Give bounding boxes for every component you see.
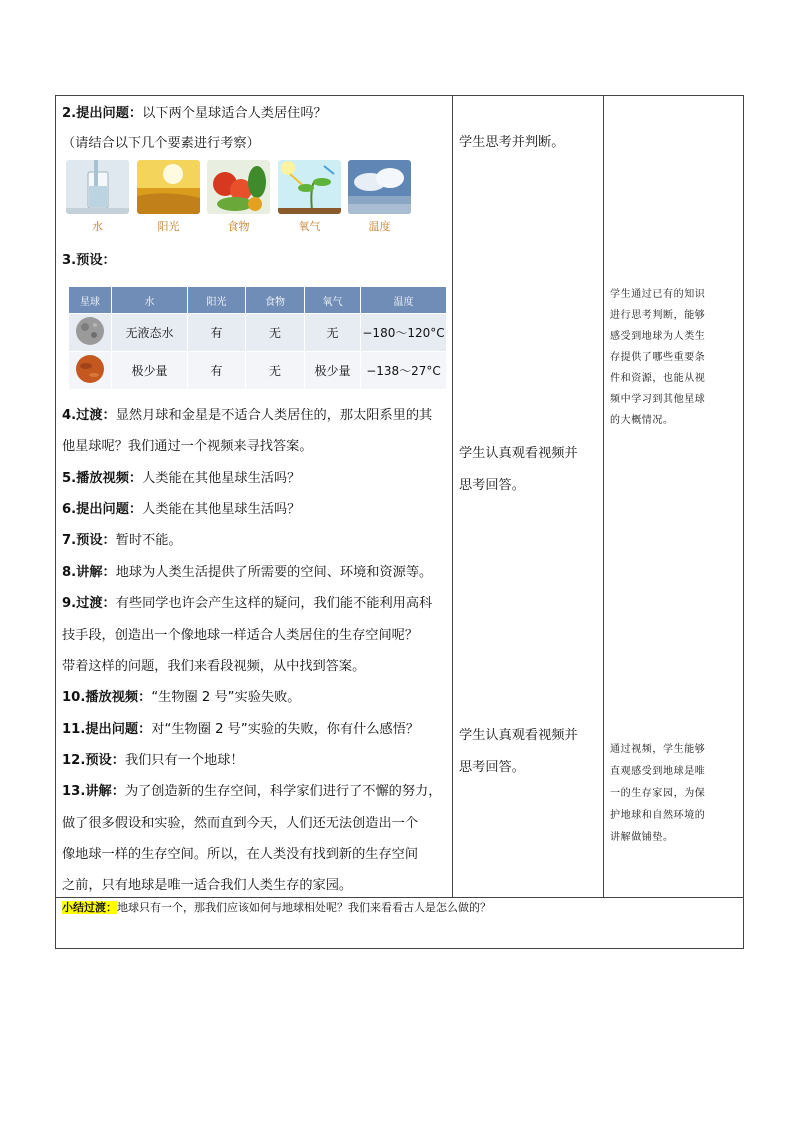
intent-line: 直观感受到地球是唯 bbox=[610, 766, 706, 777]
intent-line: 频中学习到其他星球 bbox=[610, 394, 706, 405]
column-divider-2 bbox=[603, 96, 604, 898]
student-activity-line: 学生认真观看视频并 bbox=[459, 728, 578, 743]
intent-line: 件和资源，也能从视 bbox=[610, 373, 706, 384]
table-cell: 极少量 bbox=[112, 352, 188, 390]
student-activity-3 bbox=[459, 720, 599, 784]
water-image bbox=[66, 160, 129, 214]
table-row bbox=[69, 352, 447, 390]
item-9-cont2: 带着这样的问题，我们来看段视频，从中找到答案。 bbox=[62, 659, 366, 674]
factor-label-sunlight: 阳光 bbox=[157, 220, 180, 233]
table-cell: 无 bbox=[246, 352, 305, 390]
factor-label-food: 食物 bbox=[227, 220, 250, 233]
table-cell: 无 bbox=[246, 314, 305, 352]
lesson-table bbox=[55, 95, 744, 949]
item-8: 8.讲解：地球为人类生活提供了所需要的空间、环境和资源等。 bbox=[62, 565, 433, 580]
header-planet: 星球 bbox=[69, 287, 112, 314]
factor-images bbox=[66, 160, 416, 238]
item-7: 7.预设：暂时不能。 bbox=[62, 533, 182, 548]
intent-line: 护地球和自然环境的 bbox=[610, 810, 706, 821]
food-image bbox=[207, 160, 270, 214]
header-food: 食物 bbox=[246, 287, 305, 314]
item-13-cont: 做了很多假设和实验，然而直到今天，人们还无法创造出一个 bbox=[62, 816, 419, 831]
table-cell: 极少量 bbox=[305, 352, 361, 390]
row-divider bbox=[56, 897, 743, 898]
item-9-cont: 技手段，创造出一个像地球一样适合人类居住的生存空间呢？ bbox=[62, 628, 419, 643]
design-intent-1 bbox=[610, 284, 738, 431]
item-6: 6.提出问题：人类能在其他星球生活吗？ bbox=[62, 502, 301, 517]
factor-label-temperature: 温度 bbox=[368, 220, 391, 233]
item-10: 10.播放视频：“生物圈 2 号”实验失败。 bbox=[62, 690, 301, 705]
table-cell: 有 bbox=[188, 314, 246, 352]
item-4-cont: 他星球呢？我们通过一个视频来寻找答案。 bbox=[62, 439, 313, 454]
oxygen-image bbox=[278, 160, 341, 214]
student-activity-line: 思考回答。 bbox=[459, 760, 525, 775]
summary-label: 小结过渡： bbox=[62, 901, 117, 914]
table-cell: 有 bbox=[188, 352, 246, 390]
column-divider-1 bbox=[452, 96, 453, 898]
header-water: 水 bbox=[112, 287, 188, 314]
item-13-cont2: 像地球一样的生存空间。所以，在人类没有找到新的生存空间 bbox=[62, 847, 419, 862]
item-4: 4.过渡：显然月球和金星是不适合人类居住的，那太阳系里的其 bbox=[62, 408, 433, 423]
table-cell: 无 bbox=[305, 314, 361, 352]
table-row bbox=[69, 314, 447, 352]
intent-line: 一的生存家园，为保 bbox=[610, 788, 706, 799]
item-13-cont3: 之前，只有地球是唯一适合我们人类生存的家园。 bbox=[62, 878, 353, 893]
summary-transition bbox=[62, 899, 491, 915]
header-temperature: 温度 bbox=[361, 287, 447, 314]
item-9: 9.过渡：有些同学也许会产生这样的疑问，我们能不能利用高科 bbox=[62, 596, 433, 611]
item-5: 5.播放视频：人类能在其他星球生活吗？ bbox=[62, 471, 301, 486]
item-3-label: 3.预设： bbox=[62, 253, 116, 268]
moon-icon bbox=[69, 314, 112, 352]
intent-line: 学生通过已有的知识 bbox=[610, 289, 706, 300]
item-2: 2.提出问题：以下两个星球适合人类居住吗？ bbox=[62, 106, 327, 121]
table-cell: 无液态水 bbox=[112, 314, 188, 352]
intent-line: 感受到地球为人类生 bbox=[610, 331, 706, 342]
table-cell: −138～27°C bbox=[361, 352, 447, 390]
table-header-row bbox=[69, 287, 447, 314]
intent-line: 通过视频，学生能够 bbox=[610, 744, 706, 755]
mars-icon bbox=[69, 352, 112, 390]
summary-text: 地球只有一个，那我们应该如何与地球相处呢？我们来看看古人是怎么做的？ bbox=[117, 901, 491, 914]
item-13: 13.讲解：为了创造新的生存空间，科学家们进行了不懈的努力， bbox=[62, 784, 442, 799]
sunlight-image bbox=[137, 160, 200, 214]
student-activity-line: 思考回答。 bbox=[459, 478, 525, 493]
temperature-image bbox=[348, 160, 411, 214]
header-oxygen: 氧气 bbox=[305, 287, 361, 314]
item-2-note: （请结合以下几个要素进行考察） bbox=[62, 136, 260, 151]
student-activity-2 bbox=[459, 438, 599, 502]
design-intent-2 bbox=[610, 739, 738, 849]
student-activity-line: 学生认真观看视频并 bbox=[459, 446, 578, 461]
intent-line: 进行思考判断，能够 bbox=[610, 310, 706, 321]
planet-comparison-table bbox=[68, 286, 447, 390]
item-11: 11.提出问题：对“生物圈 2 号”实验的失败，你有什么感悟？ bbox=[62, 722, 420, 737]
item-12: 12.预设：我们只有一个地球！ bbox=[62, 753, 244, 768]
factor-label-oxygen: 氧气 bbox=[298, 220, 321, 233]
student-activity-1: 学生思考并判断。 bbox=[459, 135, 565, 150]
factor-label-water: 水 bbox=[92, 220, 103, 233]
table-cell: −180～120°C bbox=[361, 314, 447, 352]
header-sunlight: 阳光 bbox=[188, 287, 246, 314]
intent-line: 讲解做铺垫。 bbox=[610, 832, 674, 843]
intent-line: 的大概情况。 bbox=[610, 415, 674, 426]
intent-line: 存提供了哪些重要条 bbox=[610, 352, 706, 363]
